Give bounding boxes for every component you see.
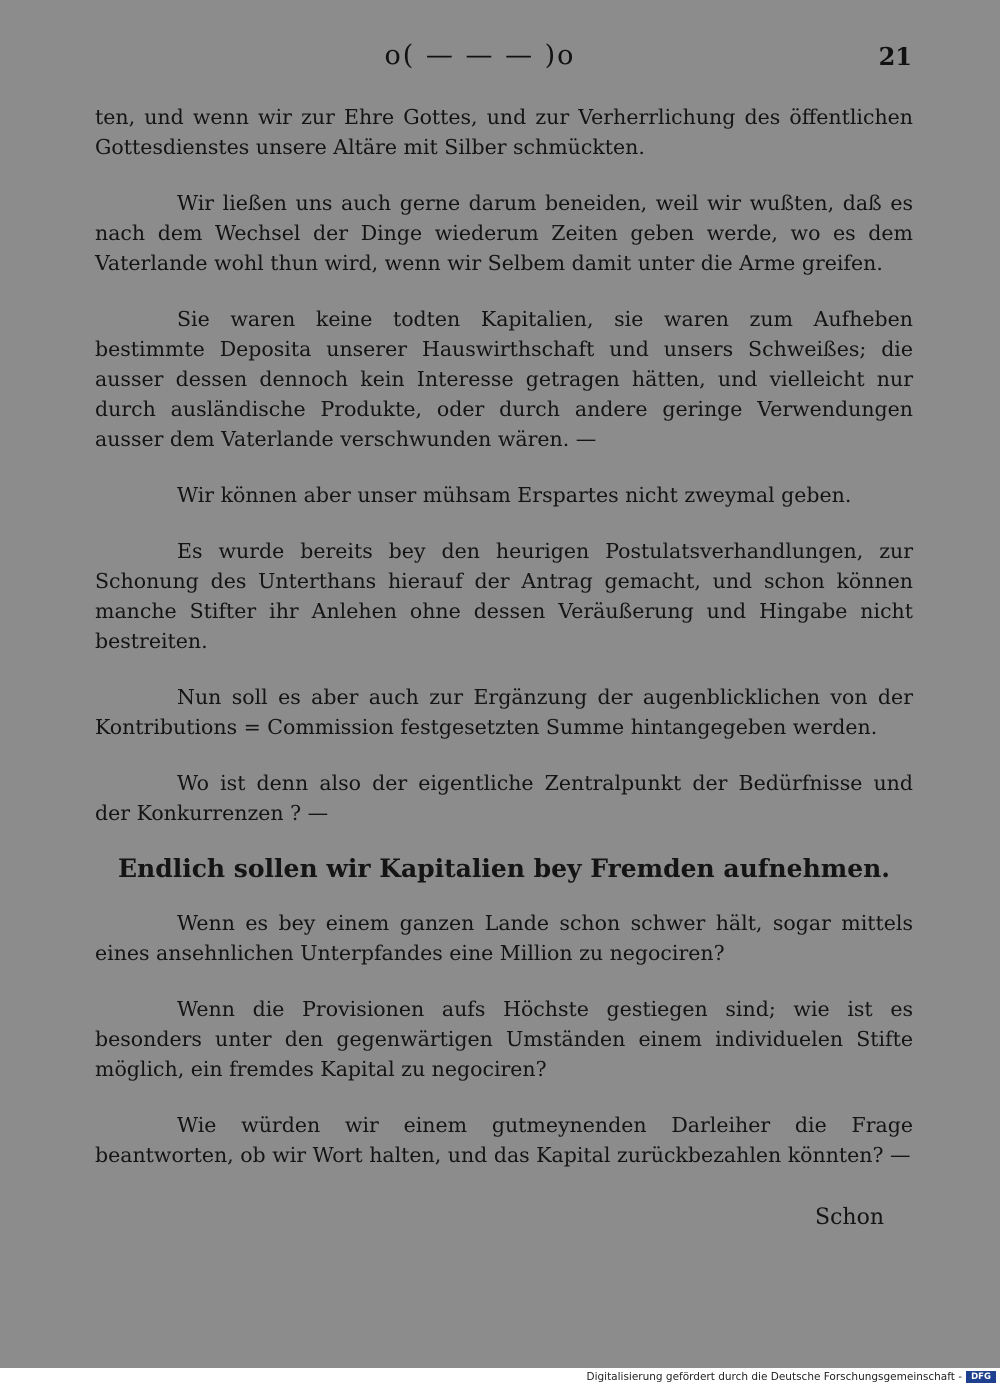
paragraph: ten, und wenn wir zur Ehre Gottes, und zur Verherrlichung des öffentlichen Gottesdienstes unsere Altäre mit Silber schmückten. [95, 105, 913, 159]
header-ornament: o( — — — )o [384, 40, 576, 71]
paragraph: Es wurde bereits bey den heurigen Postulatsverhandlungen, zur Schonung des Unterthans hierauf der Antrag gemacht, und schon können manche Stifter ihr Anlehen ohne dessen Veräußerung und Hingabe nicht bestreiten. [95, 539, 913, 653]
footer-bar [0, 1368, 1000, 1387]
section-heading: Endlich sollen wir Kapitalien bey Fremden aufnehmen. [117, 854, 890, 883]
paragraph: Sie waren keine todten Kapitalien, sie waren zum Aufheben bestimmte Deposita unserer Hauswirthschaft und unsers Schweißes; die ausser dessen dennoch kein Interesse getragen hätten, und vielleicht nur durch ausländische Produkte, oder durch andere geringe Verwendungen ausser dem Vaterlande verschwunden wären. — [95, 307, 913, 451]
paragraph: Wo ist denn also der eigentliche Zentralpunkt der Bedürfnisse und der Konkurrenzen ? — [95, 771, 913, 825]
catchword: Schon [815, 1205, 884, 1230]
footer-credit: Digitalisierung gefördert durch die Deutsche Forschungsgemeinschaft - [586, 1371, 962, 1383]
page-number: 21 [878, 42, 912, 71]
paragraph: Wie würden wir einem gutmeynenden Darleiher die Frage beantworten, ob wir Wort halten, und das Kapital zurückbezahlen könnten? — [95, 1113, 913, 1167]
dfg-logo: DFG [966, 1371, 996, 1383]
paragraph: Wir können aber unser mühsam Erspartes nicht zweymal geben. [177, 483, 852, 507]
paragraph: Wir ließen uns auch gerne darum beneiden, weil wir wußten, daß es nach dem Wechsel der Dinge wiederum Zeiten geben werde, wo es dem Vaterlande wohl thun wird, wenn wir Selbem damit unter die Arme greifen. [95, 191, 913, 275]
paragraph: Nun soll es aber auch zur Ergänzung der augenblicklichen von der Kontributions = Commission festgesetzten Summe hintangegeben werden. [95, 685, 913, 739]
body-text [95, 102, 913, 1196]
paragraph: Wenn es bey einem ganzen Lande schon schwer hält, sogar mittels eines ansehnlichen Unterpfandes eine Million zu negociren? [95, 911, 913, 965]
paragraph: Wenn die Provisionen aufs Höchste gestiegen sind; wie ist es besonders unter den gegenwärtigen Umständen einem individuelen Stifte möglich, ein fremdes Kapital zu negociren? [95, 997, 913, 1081]
